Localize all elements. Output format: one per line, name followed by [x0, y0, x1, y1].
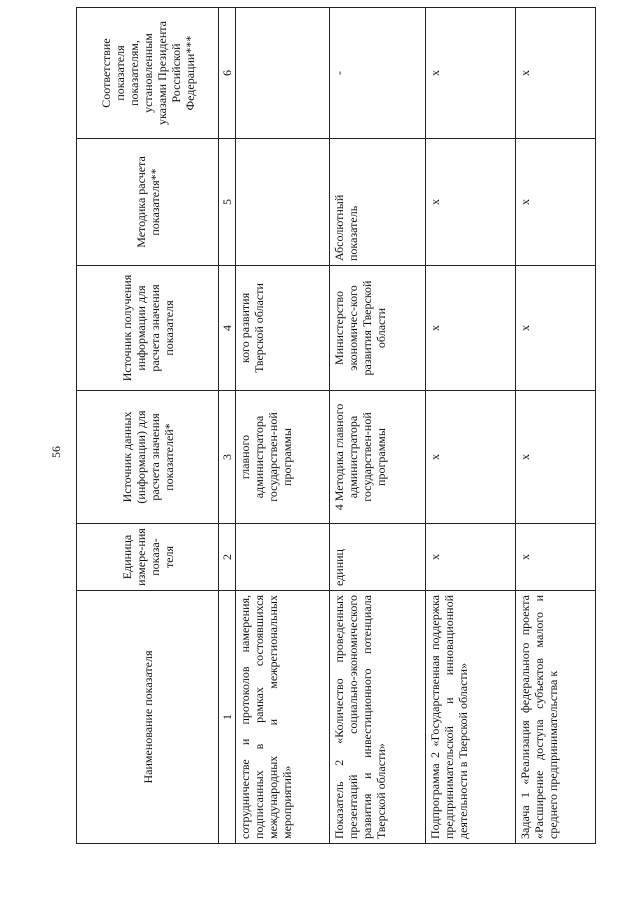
- data-source-cell: главного администратора государствен-ной программы: [236, 391, 330, 524]
- column-number: 6: [219, 8, 236, 139]
- rotated-table-container: [76, 21, 636, 844]
- header-unit: Единица измере-ния показа-теля: [77, 524, 219, 591]
- header-method: Методика расчета показателя**: [77, 139, 219, 266]
- data-source-cell: x: [516, 391, 596, 524]
- column-number: 2: [219, 524, 236, 591]
- decree-match-cell: -: [330, 8, 426, 139]
- column-number: 3: [219, 391, 236, 524]
- table-row: [236, 8, 330, 844]
- method-cell: x: [426, 139, 516, 266]
- column-number: 4: [219, 266, 236, 391]
- header-row: [77, 8, 219, 844]
- info-source-cell: Министерство экономичес-кого развития Тверской области: [330, 266, 426, 391]
- info-source-cell: x: [516, 266, 596, 391]
- decree-match-cell: x: [426, 8, 516, 139]
- indicators-table: [76, 7, 596, 844]
- table-row: [516, 8, 596, 844]
- header-decree-match: Соответствие показателя показателям, установленным указами Президента Российской Федерации***: [77, 8, 219, 139]
- data-source-cell: x: [426, 391, 516, 524]
- decree-match-cell: x: [516, 8, 596, 139]
- info-source-cell: x: [426, 266, 516, 391]
- column-number-row: [219, 8, 236, 844]
- header-info-source: Источник получения информации для расчета значения показателя: [77, 266, 219, 391]
- method-cell: Абсолютный показатель: [330, 139, 426, 266]
- unit-cell: x: [426, 524, 516, 591]
- decree-match-cell: [236, 8, 330, 139]
- indicator-name-cell: Задача 1 «Реализация федерального проекта «Расширение доступа субъектов малого и среднего предпринимательства к: [516, 591, 596, 844]
- header-indicator-name: Наименование показателя: [77, 591, 219, 844]
- unit-cell: единиц: [330, 524, 426, 591]
- column-number: 1: [219, 591, 236, 844]
- unit-cell: [236, 524, 330, 591]
- indicator-name-cell: Показатель 2 «Количество проведенных презентаций социально-экономического развития и инвестиционного потенциала Тверской области»: [330, 591, 426, 844]
- page-number: 56: [49, 446, 63, 458]
- column-number: 5: [219, 139, 236, 266]
- indicator-name-cell: сотрудничестве и протоколов намерения, подписанных в рамках состоявшихся международных и межрегиональных мероприятий»: [236, 591, 330, 844]
- method-cell: x: [516, 139, 596, 266]
- unit-cell: x: [516, 524, 596, 591]
- method-cell: [236, 139, 330, 266]
- header-data-source: Источник данных (информации) для расчета значения показателей*: [77, 391, 219, 524]
- data-source-cell: 4 Методика главного администратора государствен-ной программы: [330, 391, 426, 524]
- table-row: [426, 8, 516, 844]
- info-source-cell: кого развития Тверской области: [236, 266, 330, 391]
- indicator-name-cell: Подпрограмма 2 «Государственная поддержка предпринимательской и инновационной деятельности в Тверской области»: [426, 591, 516, 844]
- table-row: [330, 8, 426, 844]
